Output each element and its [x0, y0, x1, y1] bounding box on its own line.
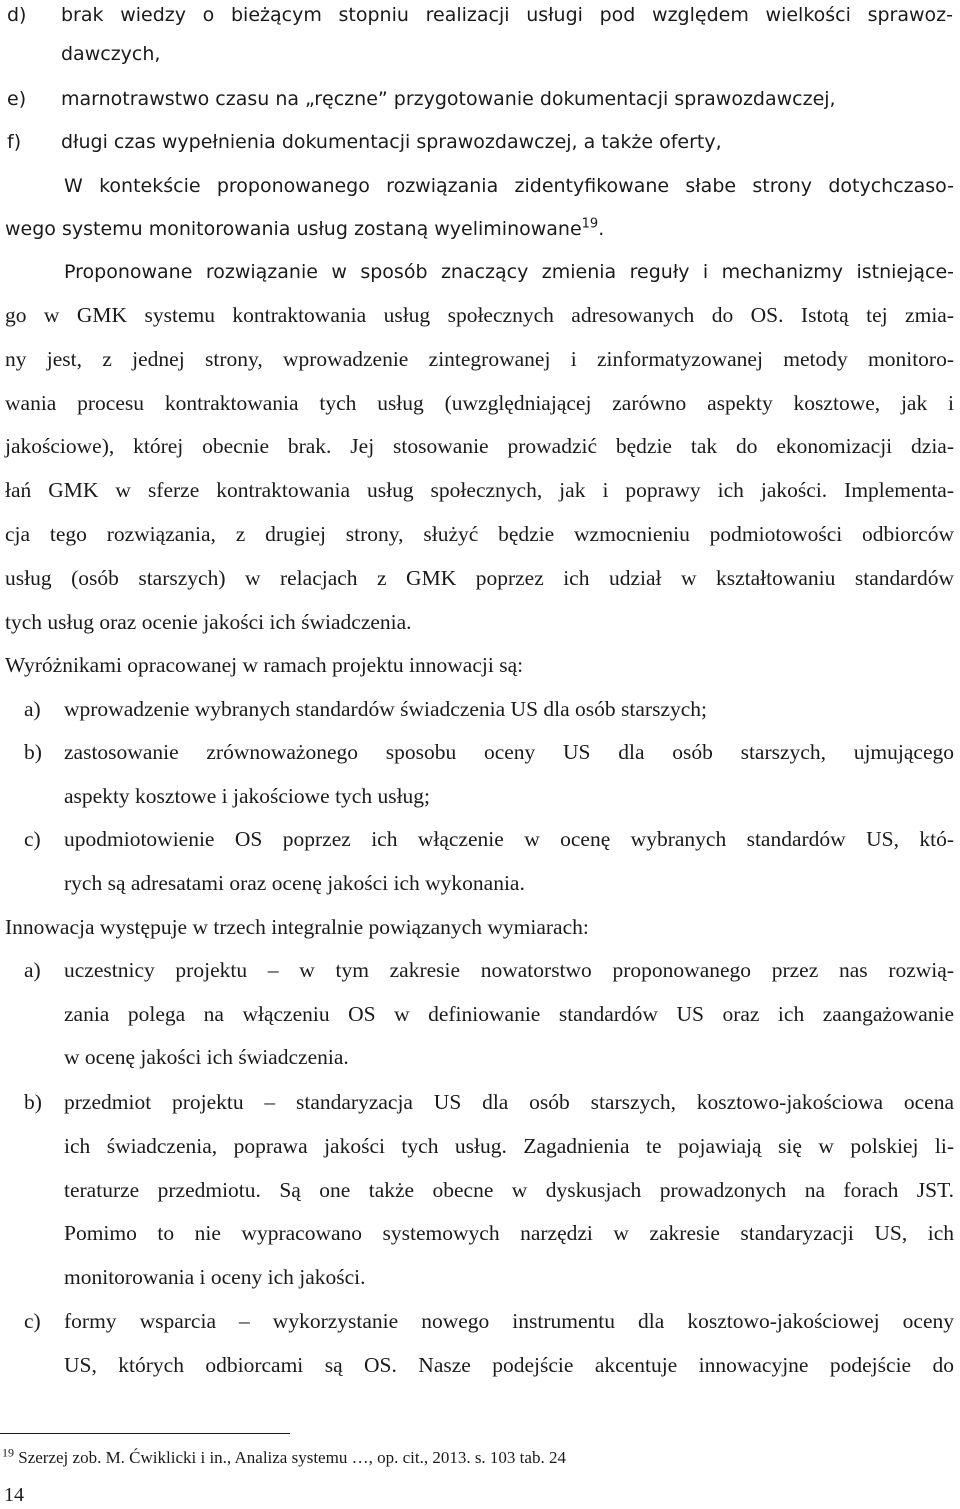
- list-text: zastosowanie zrównoważonego sposobu oceny US dla osób starszych, ujmującego: [64, 740, 954, 764]
- list-label: b): [24, 740, 42, 764]
- footnote: [2, 1445, 566, 1468]
- paragraph-text: cja tego rozwiązania, z drugiej strony, służyć będzie wzmocnieniu podmiotowości odbiorców: [5, 522, 954, 546]
- paragraph-text: ny jest, z jednej strony, wprowadzenie zintegrowanej i zinformatyzowanej metody monitoro-: [5, 347, 954, 371]
- paragraph-text: łań GMK w sferze kontraktowania usług społecznych, jak i poprawy ich jakości. Implementa-: [5, 478, 954, 502]
- paragraph-text: Proponowane rozwiązanie w sposób znaczący zmienia reguły i mechanizmy istniejące-: [64, 261, 954, 283]
- list-text: aspekty kosztowe i jakościowe tych usług;: [64, 784, 431, 808]
- list-text: wprowadzenie wybranych standardów świadczenia US dla osób starszych;: [64, 697, 708, 721]
- footnote-number: 19: [2, 1445, 14, 1460]
- footnote-ref: 19: [581, 216, 599, 232]
- list-text: upodmiotowienie OS poprzez ich włączenie w ocenę wybranych standardów US, któ-: [64, 827, 954, 851]
- list-label: e): [7, 88, 27, 110]
- list-text: w ocenę jakości ich świadczenia.: [64, 1045, 349, 1069]
- list-text: przedmiot projektu – standaryzacja US dla osób starszych, kosztowo-jakościowa ocena: [64, 1090, 954, 1114]
- paragraph-text: tych usług oraz ocenie jakości ich świadczenia.: [5, 610, 412, 634]
- list-label: a): [24, 958, 41, 982]
- list-label: f): [7, 131, 22, 153]
- list-text: rych są adresatami oraz ocenę jakości ich wykonania.: [64, 871, 525, 895]
- footnote-divider: [0, 1433, 290, 1434]
- paragraph-text: jakościowe), której obecnie brak. Jej stosowanie prowadzić będzie tak do ekonomizacji dzia-: [5, 434, 954, 458]
- list-label: d): [7, 4, 27, 26]
- page-number: 14: [4, 1484, 24, 1506]
- paragraph-text: go w GMK systemu kontraktowania usług społecznych adresowanych do OS. Istotą tej zmia-: [5, 303, 954, 327]
- list-label: b): [24, 1090, 42, 1114]
- list-text: marnotrawstwo czasu na „ręczne” przygotowanie dokumentacji sprawozdawczej,: [61, 88, 836, 110]
- list-text: brak wiedzy o bieżącym stopniu realizacji usługi pod względem wielkości sprawoz-: [61, 4, 953, 26]
- paragraph-text: wania procesu kontraktowania tych usług (uwzględniającej zarówno aspekty kosztowe, jak i: [5, 391, 954, 415]
- list-text: formy wsparcia – wykorzystanie nowego instrumentu dla kosztowo-jakościowej oceny: [64, 1309, 954, 1333]
- list-label: c): [24, 827, 41, 851]
- list-text: teraturze przedmiotu. Są one także obecne w dyskusjach prowadzonych na forach JST.: [64, 1178, 954, 1202]
- paragraph-text: usług (osób starszych) w relacjach z GMK poprzez ich udział w kształtowaniu standardów: [5, 566, 954, 590]
- list-text: US, których odbiorcami są OS. Nasze podejście akcentuje innowacyjne podejście do: [64, 1353, 954, 1377]
- document-page: d) brak wiedzy o bieżącym stopniu realizacji usługi pod względem wielkości sprawoz- dawczych, e) marnotrawstwo czasu na „ręczne” przygotowanie dokumentacji sprawozdawczej, f) długi czas wypełnienia dokumentacji sprawozdawczej, a także oferty, W kontekście proponowanego rozwiązania zidentyfikowane słabe strony dotychczaso- wego systemu monitorowania usług zostaną wyeliminowane$^{19}$. Proponowane rozwiązanie w sposób znaczący zmienia reguły i mechanizmy istniejące- go w GMK systemu kontraktowania usług społecznych adresowanych do OS. Istotą tej zmia- ny jest, z jednej strony, wprowadzenie zintegrowanej i zinformatyzowanej metody monitoro- wania procesu kontraktowania tych usług (uwzględniającej zarówno aspekty kosztowe, jak i jakościowe), której obecnie brak. Jej stosowanie prowadzić będzie tak do ekonomizacji dzia- łań GMK w sferze kontraktowania usług społecznych, jak i poprawy ich jakości. Implementa- cja tego rozwiązania, z drugiej strony, służyć będzie wzmocnieniu podmiotowości odbiorców usług (osób starszych) w relacjach z GMK poprzez ich udział w kształtowaniu standardów tych usług oraz ocenie jakości ich świadczenia. Wyróżnikami opracowanej w ramach projektu innowacji są: a) wprowadzenie wybranych standardów świadczenia US dla osób starszych; b) zastosowanie zrównoważonego sposobu oceny US dla osób starszych, ujmującego aspekty kosztowe i jakościowe tych usług; c) upodmiotowienie OS poprzez ich włączenie w ocenę wybranych standardów US, któ- rych są adresatami oraz ocenę jakości ich wykonania. Innowacja występuje w trzech integralnie powiązanych wymiarach: a) uczestnicy projektu – w tym zakresie nowatorstwo proponowanego przez nas rozwią- zania polega na włączeniu OS w definiowanie standardów US oraz ich zaangażowanie w ocenę jakości ich świadczenia. b) przedmiot projektu – standaryzacja US dla osób starszych, kosztowo-jakościowa ocena ich świadczenia, poprawa jakości tych usług. Zagadnienia te pojawiają się w polskiej li- teraturze przedmiotu. Są one także obecne w dyskusjach prowadzonych na forach JST. Pomimo to nie wypracowano systemowych narzędzi w zakresie standaryzacji US, ich monitorowania i oceny ich jakości. c) formy wsparcia – wykorzystanie nowego instrumentu dla kosztowo-jakościowej oceny US, których odbiorcami są OS. Nasze podejście akcentuje innowacyjne podejście do $^{19}$ Szerzej zob. M. Ćwiklicki i in., Analiza systemu …, op. cit., 2013. s. 103 tab. 24 14: [2, 4, 954, 1506]
- list-text: zania polega na włączeniu OS w definiowanie standardów US oraz ich zaangażowanie: [64, 1002, 954, 1026]
- paragraph-text: wego systemu monitorowania usług zostaną wyeliminowane$^{19}$.: [5, 216, 605, 240]
- list-text: dawczych,: [61, 43, 161, 65]
- list-label: c): [24, 1309, 41, 1333]
- paragraph-text: W kontekście proponowanego rozwiązania zidentyfikowane słabe strony dotychczaso-: [64, 175, 954, 197]
- list-text: uczestnicy projektu – w tym zakresie nowatorstwo proponowanego przez nas rozwią-: [64, 958, 954, 982]
- list-text: monitorowania i oceny ich jakości.: [64, 1265, 366, 1289]
- list-text: ich świadczenia, poprawa jakości tych usług. Zagadnienia te pojawiają się w polskiej li-: [64, 1134, 954, 1158]
- list-text: długi czas wypełnienia dokumentacji sprawozdawczej, a także oferty,: [61, 131, 722, 153]
- list-label: a): [24, 697, 41, 721]
- footnote-text: Szerzej zob. M. Ćwiklicki i in., Analiza systemu …, op. cit., 2013. s. 103 tab. 24: [18, 1448, 566, 1467]
- list-text: Pomimo to nie wypracowano systemowych narzędzi w zakresie standaryzacji US, ich: [64, 1221, 954, 1245]
